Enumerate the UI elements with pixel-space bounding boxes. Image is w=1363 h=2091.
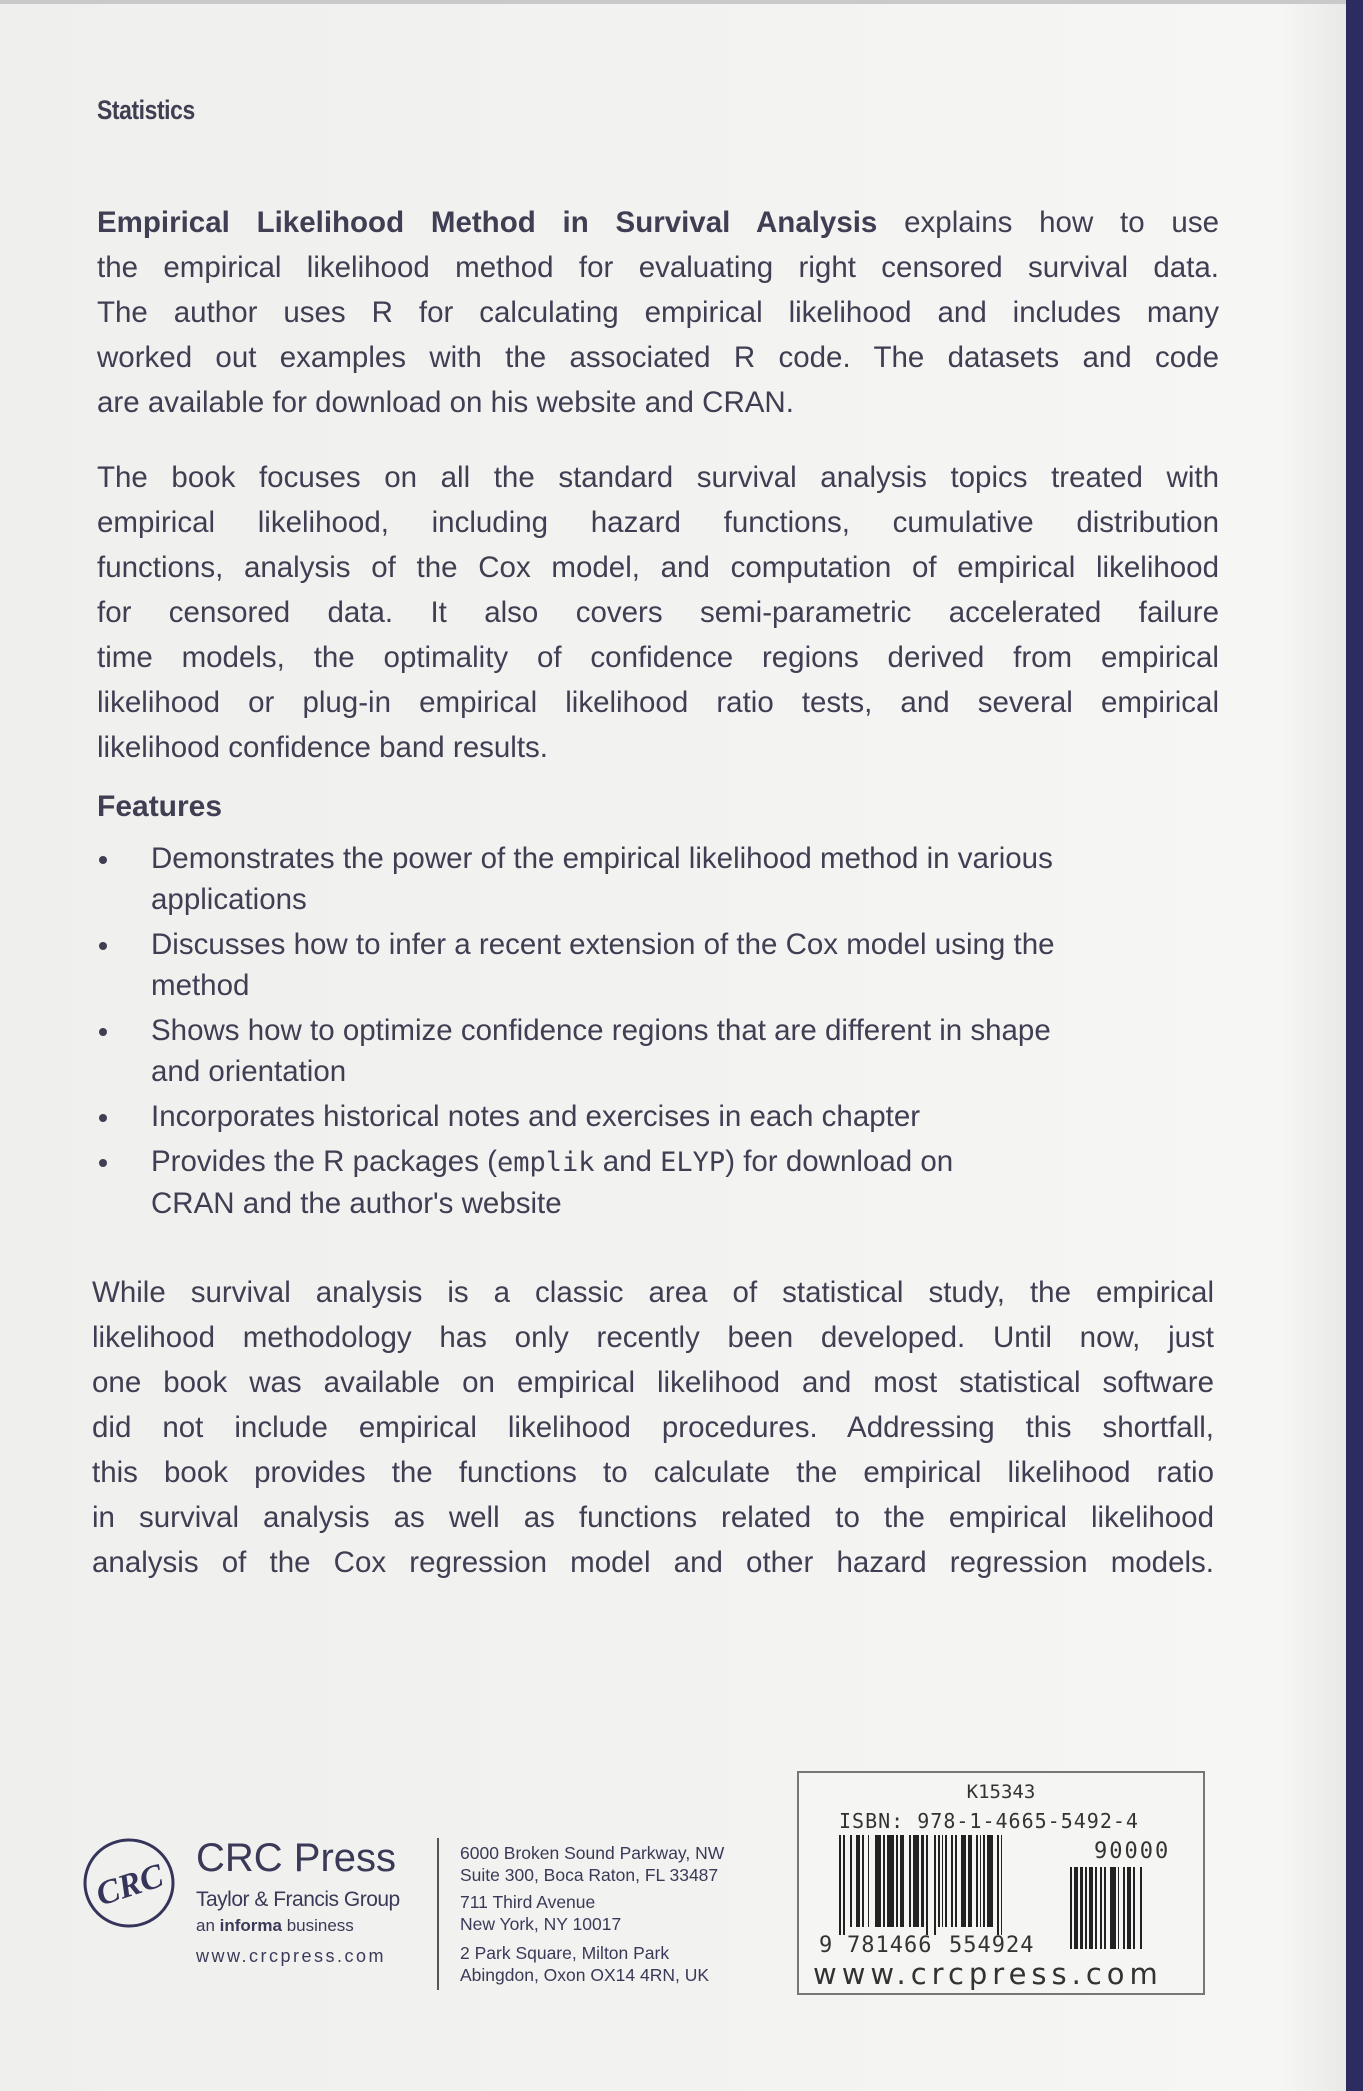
barcode-bar <box>961 1835 967 1927</box>
barcode-bar <box>1070 1867 1072 1949</box>
text-line: New York, NY 10017 <box>460 1914 622 1934</box>
text-line: likelihood methodology has only recently been developed. Until now, just <box>92 1321 1214 1354</box>
barcode-bar <box>1089 1867 1093 1949</box>
text-line: explains how to use <box>877 206 1219 239</box>
text-line: functions, analysis of the Cox model, and computation of empirical likelihood <box>97 551 1219 584</box>
barcode-bar <box>1001 1835 1003 1935</box>
address-boca-raton <box>460 1842 724 1886</box>
barcode-bar <box>938 1835 940 1927</box>
text-line: did not include empirical likelihood procedures. Addressing this shortfall, <box>92 1411 1214 1444</box>
text-line: Suite 300, Boca Raton, FL 33487 <box>460 1865 719 1885</box>
barcode-bar <box>1127 1867 1131 1949</box>
text-line: likelihood confidence band results. <box>97 731 548 764</box>
spine-edge <box>1346 0 1363 2091</box>
barcode-bar <box>1085 1867 1087 1949</box>
barcode-bar <box>850 1835 852 1927</box>
barcode-bar <box>1104 1867 1106 1949</box>
divider <box>437 1838 439 1990</box>
barcode-bar <box>983 1835 985 1927</box>
text-line: Demonstrates the power of the empirical likelihood method in various <box>151 842 1053 875</box>
barcode-bar <box>945 1835 947 1927</box>
barcode-bar <box>843 1835 845 1935</box>
barcode-bar <box>951 1835 953 1927</box>
barcode-bar <box>1118 1867 1120 1949</box>
barcode-url: www.crcpress.com <box>813 1957 1163 1991</box>
barcode-bar <box>868 1835 870 1927</box>
barcode-bar <box>934 1835 936 1935</box>
address-new-york <box>460 1891 621 1935</box>
barcode-bar <box>968 1835 972 1927</box>
text-line: Abingdon, Oxon OX14 4RN, UK <box>460 1965 710 1985</box>
text-line: CRAN and the author's website <box>151 1187 562 1220</box>
product-code: K15343 <box>966 1781 1036 1803</box>
package-emplik: emplik <box>496 1147 595 1178</box>
text-line: Discusses how to infer a recent extension of the Cox model using the <box>151 928 1055 961</box>
category-label: Statistics <box>97 95 195 125</box>
intro-paragraph <box>97 200 1219 425</box>
feature-item <box>97 1010 1217 1092</box>
publisher-tagline <box>196 1916 354 1936</box>
description-paragraph <box>97 455 1219 770</box>
barcode-bar <box>1074 1867 1078 1949</box>
text-line: one book was available on empirical likelihood and most statistical software <box>92 1366 1214 1399</box>
closing-paragraph <box>92 1270 1214 1585</box>
cover-top-edge <box>0 0 1346 4</box>
feature-item <box>97 838 1217 920</box>
barcode-digits-left: 781466 <box>847 1933 933 1958</box>
barcode-bar <box>980 1835 982 1927</box>
barcode-addon <box>1070 1867 1174 1949</box>
bullet-icon <box>99 1159 107 1167</box>
text: business <box>281 1916 354 1935</box>
barcode-bar <box>909 1835 911 1927</box>
features-list <box>97 838 1217 1228</box>
text-line: analysis of the Cox regression model and other hazard regression models. <box>92 1546 1214 1579</box>
text: an <box>196 1916 220 1935</box>
isbn-barcode-box <box>797 1771 1205 1995</box>
barcode-main <box>839 1835 1053 1935</box>
barcode-bar <box>900 1835 904 1927</box>
barcode-bar <box>883 1835 885 1927</box>
text-line: likelihood or plug-in empirical likelihood ratio tests, and several empirical <box>97 686 1219 719</box>
price-code: 90000 <box>1094 1839 1171 1864</box>
text-line: the empirical likelihood method for evaluating right censored survival data. <box>97 251 1219 284</box>
barcode-bar <box>1110 1867 1116 1949</box>
bullet-icon <box>99 856 107 864</box>
package-elyp: ELYP <box>660 1147 726 1178</box>
logo-text: CRC <box>91 1857 168 1914</box>
address-uk <box>460 1942 709 1986</box>
text-line: empirical likelihood, including hazard functions, cumulative distribution <box>97 506 1219 539</box>
barcode-bar <box>887 1835 895 1927</box>
barcode-digits-right: 554924 <box>949 1933 1035 1958</box>
barcode-bar <box>1095 1867 1097 1949</box>
text-line: in survival analysis as well as functions related to the empirical likelihood <box>92 1501 1214 1534</box>
text-line: Shows how to optimize confidence regions that are different in shape <box>151 1014 1051 1047</box>
barcode-bar <box>955 1835 957 1927</box>
barcode-digit-first: 9 <box>819 1933 833 1958</box>
text-line: 2 Park Square, Milton Park <box>460 1943 670 1963</box>
bullet-icon <box>99 1114 107 1122</box>
barcode-bar <box>839 1835 841 1935</box>
text-line: The book focuses on all the standard survival analysis topics treated with <box>97 461 1219 494</box>
text-line: While survival analysis is a classic area of statistical study, the empirical <box>92 1276 1214 1309</box>
text: ) for download on <box>725 1145 954 1178</box>
text-line: method <box>151 969 250 1002</box>
barcode-bar <box>976 1835 978 1927</box>
text: informa <box>219 1916 282 1935</box>
features-heading: Features <box>97 790 223 823</box>
text-line: this book provides the functions to calculate the empirical likelihood ratio <box>92 1456 1214 1489</box>
text-line: applications <box>151 883 307 916</box>
barcode-bar <box>862 1835 864 1927</box>
publisher-name: CRC Press <box>196 1836 397 1880</box>
text-line: are available for download on his website and CRAN. <box>97 386 794 419</box>
text-line: and orientation <box>151 1055 347 1088</box>
text-line: Incorporates historical notes and exercises in each chapter <box>151 1100 921 1133</box>
barcode-bar <box>875 1835 881 1927</box>
text-line: 6000 Broken Sound Parkway, NW <box>460 1843 725 1863</box>
barcode-bar <box>926 1835 928 1935</box>
text: Provides the R packages ( <box>151 1145 497 1178</box>
barcode-bar <box>987 1835 993 1927</box>
feature-item <box>97 1096 1217 1137</box>
publisher-url: www.crcpress.com <box>196 1946 387 1966</box>
isbn-text: ISBN: 978-1-4665-5492-4 <box>839 1809 1139 1833</box>
barcode-bar <box>997 1835 999 1935</box>
text-line: for censored data. It also covers semi-parametric accelerated failure <box>97 596 1219 629</box>
barcode-bar <box>896 1835 898 1927</box>
barcode-bar <box>1100 1867 1102 1949</box>
text: and <box>594 1145 661 1178</box>
barcode-bar <box>1123 1867 1125 1949</box>
barcode-bar <box>913 1835 919 1927</box>
publisher-group: Taylor & Francis Group <box>196 1888 400 1911</box>
book-title: Empirical Likelihood Method in Survival Analysis <box>97 206 878 239</box>
barcode-bar <box>1080 1867 1084 1949</box>
text-line: 711 Third Avenue <box>460 1892 596 1912</box>
bullet-icon <box>99 942 107 950</box>
crc-logo <box>82 1836 176 1930</box>
barcode-bar <box>1140 1867 1142 1949</box>
barcode-bar <box>921 1835 925 1927</box>
barcode-bar <box>942 1835 944 1927</box>
barcode-bar <box>1133 1867 1135 1949</box>
barcode-bar <box>856 1835 860 1927</box>
feature-item <box>97 924 1217 1006</box>
text-line: time models, the optimality of confidence regions derived from empirical <box>97 641 1219 674</box>
text-line: The author uses R for calculating empirical likelihood and includes many <box>97 296 1219 329</box>
bullet-icon <box>99 1028 107 1036</box>
text-line: worked out examples with the associated R code. The datasets and code <box>97 341 1219 374</box>
feature-item <box>97 1141 1217 1224</box>
